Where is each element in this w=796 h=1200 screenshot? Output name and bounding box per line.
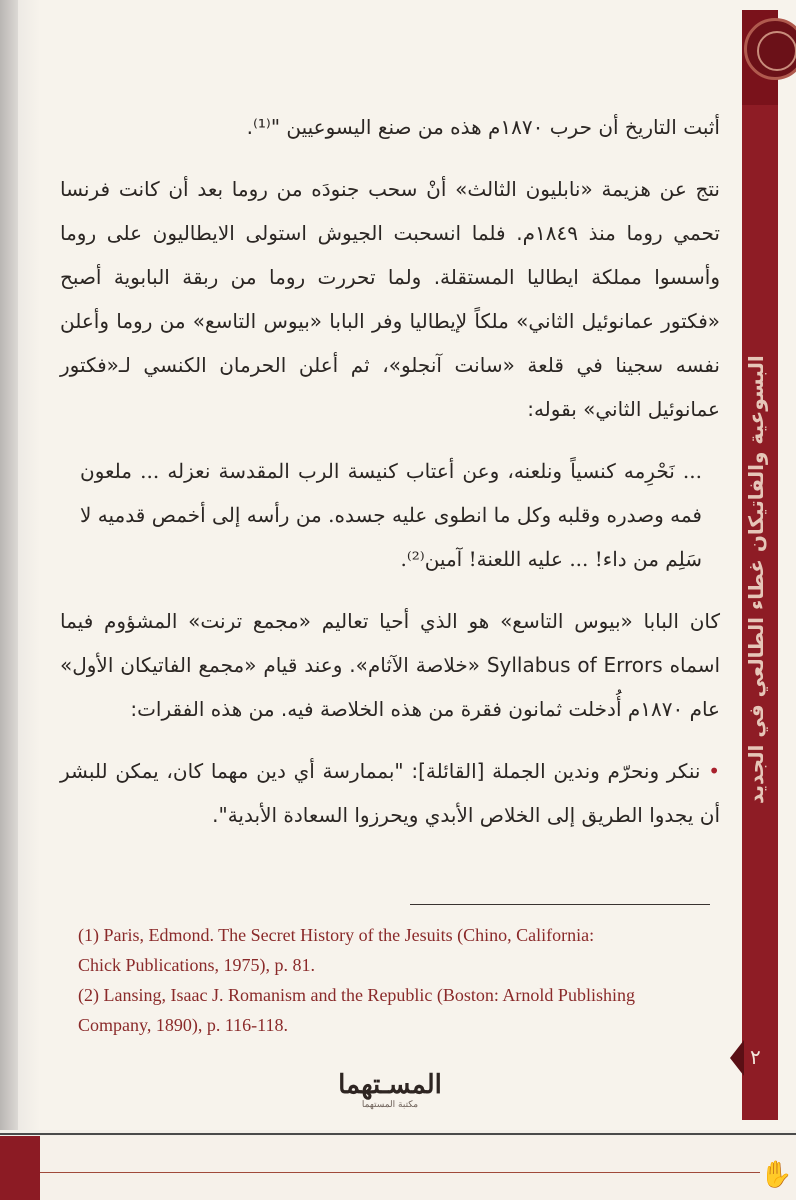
- footnote-1: (1) Paris, Edmond. The Secret History of the Jesuits (Chino, California:: [78, 925, 595, 945]
- page-number: ٢: [750, 1045, 761, 1069]
- footnote-1-cont: Chick Publications, 1975), p. 81.: [78, 955, 315, 975]
- bullet-icon: •: [708, 759, 721, 783]
- paragraph-1: أثبت التاريخ أن حرب ١٨٧٠م هذه من صنع اليسوعيين "⁽¹⁾.: [246, 115, 720, 139]
- bullet-text: ننكر ونحرّم وندين الجملة [القائلة]: "بممارسة أي دين مهما كان، يمكن للبشر أن يجدوا الطريق إلى الخلاص الأبدي ويحرزوا السعادة الأبدية".: [60, 759, 720, 827]
- next-page-band: [0, 1136, 40, 1200]
- paragraph-3: كان البابا «بيوس التاسع» هو الذي أحيا تعاليم «مجمع ترنت» المشؤوم فيما اسماه Syllabus of Errors «خلاصة الآثام». وعند قيام «مجمع الفاتيكان الأول» عام ١٨٧٠م أُدخلت ثمانون فقرة من هذه الخلاصة فيه. من هذه الفقرات:: [60, 609, 721, 721]
- logo-tagline: مكتبة المستهما: [361, 1100, 419, 1110]
- logo-text: المسـتهما: [338, 1070, 442, 1100]
- footnotes: [78, 920, 718, 1040]
- page-divider: [0, 1133, 796, 1135]
- page-number-tab: [730, 1040, 744, 1076]
- quote-block: ... نَحْرِمه كنسياً ونلعنه، وعن أعتاب كنيسة الرب المقدسة نعزله ... ملعون فمه وصدره وقلبه وكل ما انطوى عليه جسده. من رأسه إلى أخمص قدميه لا سَلِم من داء! ... عليه اللعنة! آمين⁽²⁾.: [80, 459, 702, 571]
- publisher-logo: [330, 1070, 450, 1110]
- footnote-rule: [410, 904, 710, 905]
- next-page-strip: [0, 1136, 796, 1200]
- hand-icon[interactable]: ✋: [760, 1160, 793, 1190]
- body-text: [60, 105, 720, 837]
- paragraph-2: نتج عن هزيمة «نابليون الثالث» أنْ سحب جنودَه من روما بعد أن كانت فرنسا تحمي روما منذ ١٨٤٩م. فلما انسحبت الجيوش استولى الايطاليون على روما وأسسوا مملكة ايطاليا المستقلة. ولما تحررت روما من ربقة البابوية أصبح «فكتور عمانوئيل الثاني» ملكاً لإيطاليا وفر البابا «بيوس التاسع» من روما وأعلن نفسه سجينا في قلعة «سانت آنجلو»، ثم أعلن الحرمان الكنسي لـ«فكتور عمانوئيل الثاني» بقوله:: [60, 177, 720, 421]
- footnote-2-cont: Company, 1890), p. 116-118.: [78, 1015, 288, 1035]
- side-running-title: البسوعية والفاتيكان غطاء الطالعي في الجديد: [744, 355, 768, 805]
- page-gutter: [0, 0, 18, 1130]
- next-page-line: [40, 1172, 760, 1173]
- bullet-item: [60, 749, 720, 837]
- footnote-2: (2) Lansing, Isaac J. Romanism and the Republic (Boston: Arnold Publishing: [78, 985, 635, 1005]
